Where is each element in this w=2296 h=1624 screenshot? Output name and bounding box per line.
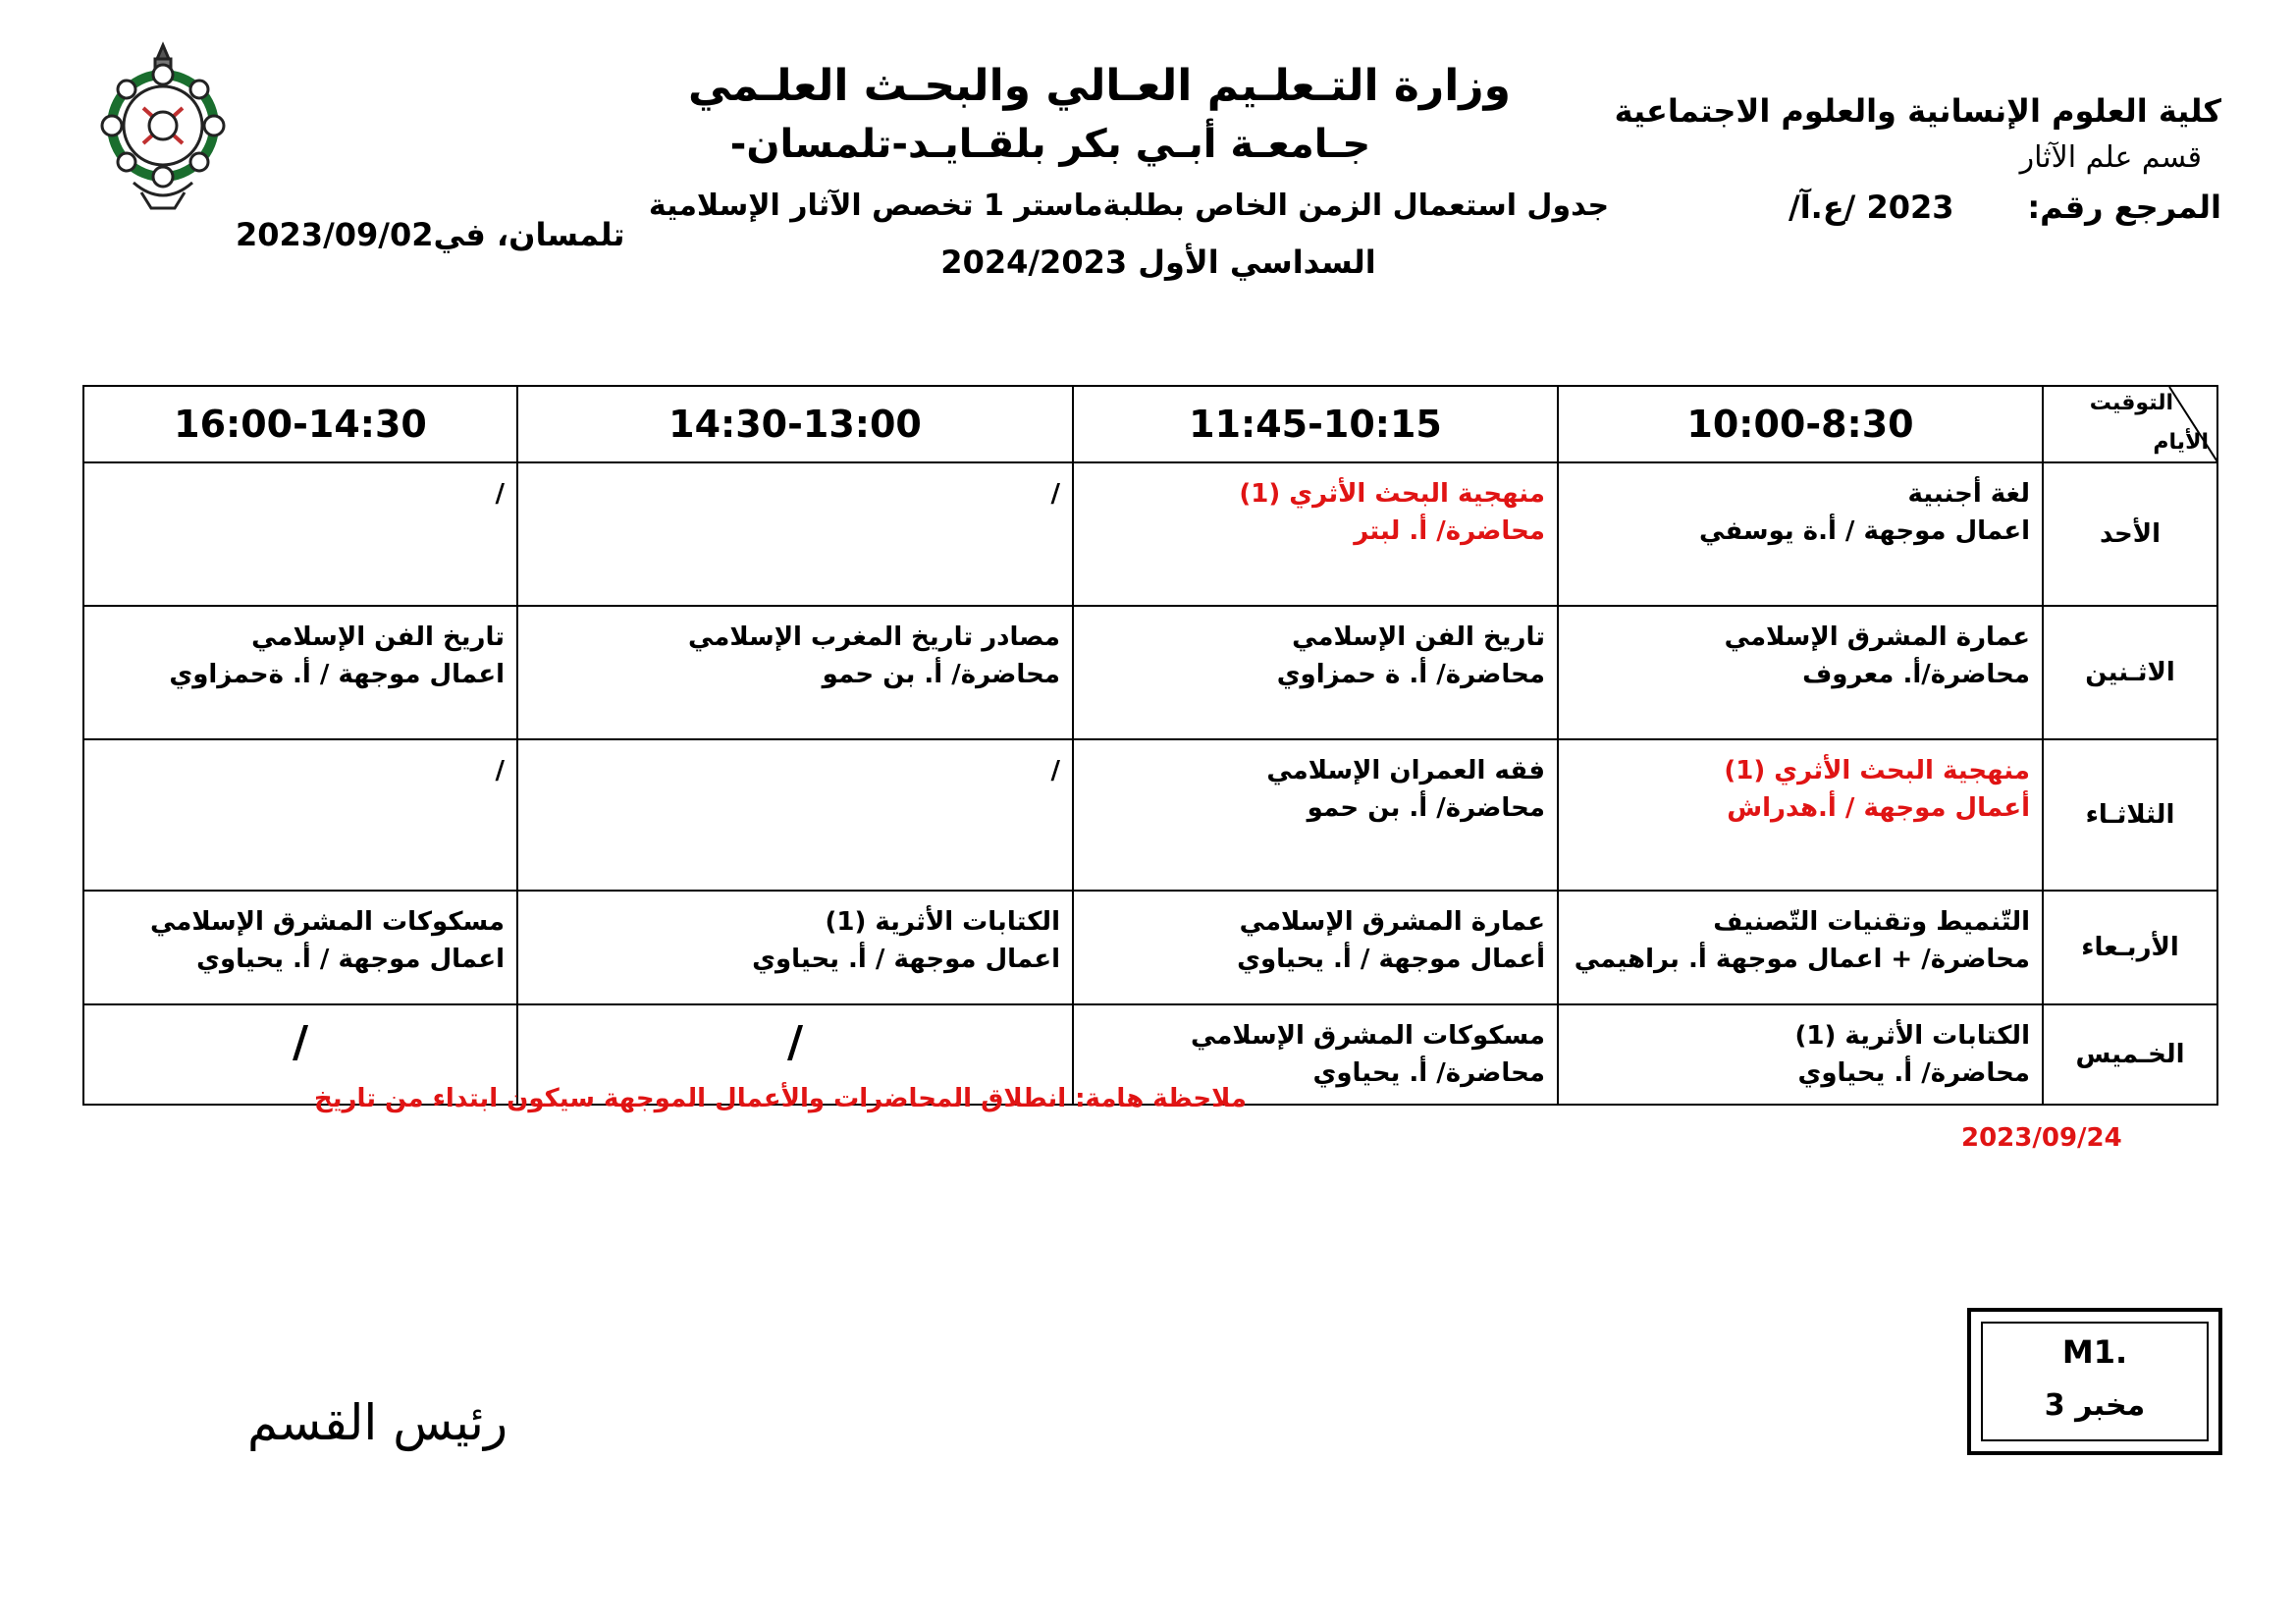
schedule-cell — [1558, 1004, 2043, 1105]
schedule-title: جدول استعمال الزمن الخاص بطلبةماستر 1 تخصص الآثار الإسلامية — [648, 189, 1610, 223]
course-instructor: محاضرة/ أ. يحياوي — [1312, 1058, 1545, 1088]
course-name: عمارة المشرق الإسلامي — [1724, 623, 2030, 652]
course-instructor: محاضرة/ + اعمال موجهة أ. براهيمي — [1574, 945, 2030, 974]
place-date: تلمسان، في2023/09/02 — [236, 216, 625, 253]
room-box — [1967, 1308, 2222, 1455]
empty-slot-mark: / — [786, 1017, 804, 1067]
table-row — [83, 606, 2217, 739]
table-row — [83, 891, 2217, 1004]
course-instructor: اعمال موجهة / أ. ةحمزاوي — [169, 660, 505, 689]
empty-slot-mark: / — [495, 756, 505, 785]
course-instructor: محاضرة/أ. معروف — [1802, 660, 2030, 689]
course-instructor: محاضرة/ أ. يحياوي — [1797, 1058, 2030, 1088]
course-instructor: محاضرة/ أ. بن حمو — [1307, 793, 1545, 823]
ministry-title: وزارة التـعلـيم العـالي والبحـث العلـمي — [688, 61, 1511, 111]
schedule-cell — [83, 891, 517, 1004]
department-name: قسم علم الآثار — [2019, 140, 2202, 175]
course-instructor: محاضرة/ أ. بن حمو — [822, 660, 1060, 689]
course-name: عمارة المشرق الإسلامي — [1239, 907, 1545, 937]
corner-time-label: التوقيت — [2089, 391, 2173, 415]
corner-cell — [2043, 386, 2217, 462]
empty-slot-mark: / — [1050, 479, 1060, 509]
table-row — [83, 462, 2217, 606]
schedule-cell — [517, 739, 1073, 891]
schedule-cell — [83, 739, 517, 891]
course-instructor: اعمال موجهة / أ. يحياوي — [196, 945, 505, 974]
course-name: تاريخ الفن الإسلامي — [1292, 623, 1545, 652]
schedule-cell — [1558, 739, 2043, 891]
schedule-cell — [83, 606, 517, 739]
time-header: 14:30-13:00 — [517, 386, 1073, 462]
day-cell: الأحد — [2043, 462, 2217, 606]
schedule-cell — [517, 891, 1073, 1004]
reference-code: 2023 /ع.آ/ — [1789, 189, 1954, 226]
schedule-cell — [83, 462, 517, 606]
empty-slot-mark: / — [495, 479, 505, 509]
time-header: 16:00-14:30 — [83, 386, 517, 462]
day-cell: الأربـعاء — [2043, 891, 2217, 1004]
time-header: 10:00-8:30 — [1558, 386, 2043, 462]
schedule-cell — [1558, 462, 2043, 606]
course-name: فقه العمران الإسلامي — [1266, 756, 1545, 785]
table-header-row — [83, 386, 2217, 462]
course-name: التّنميط وتقنيات التّصنيف — [1713, 907, 2030, 937]
empty-slot-mark: / — [292, 1017, 309, 1067]
course-name: لغة أجنبية — [1907, 479, 2030, 509]
schedule-cell — [517, 606, 1073, 739]
course-instructor: اعمال موجهة / أ.ة يوسفي — [1699, 516, 2030, 546]
schedule-cell — [1073, 462, 1558, 606]
course-name: مصادر تاريخ المغرب الإسلامي — [687, 623, 1060, 652]
room-code: M1. — [2061, 1333, 2128, 1371]
course-name: الكتابات الأثرية (1) — [1794, 1021, 2030, 1051]
start-date: 2023/09/24 — [1961, 1123, 2122, 1153]
course-instructor: اعمال موجهة / أ. يحياوي — [752, 945, 1060, 974]
course-instructor: أعمال موجهة / أ.هدراش — [1727, 793, 2030, 823]
course-name: الكتابات الأثرية (1) — [825, 907, 1060, 937]
schedule-table — [82, 385, 2218, 1106]
table-row — [83, 739, 2217, 891]
empty-slot-mark: / — [1050, 756, 1060, 785]
course-name: مسكوكات المشرق الإسلامي — [149, 907, 505, 937]
schedule-cell — [1558, 606, 2043, 739]
day-cell: الثلاثـاء — [2043, 739, 2217, 891]
semester-label: السداسي الأول 2024/2023 — [940, 244, 1376, 281]
time-header: 11:45-10:15 — [1073, 386, 1558, 462]
course-instructor: محاضرة/ أ. لبتر — [1354, 516, 1545, 546]
university-name: جـامعـة أبـي بكر بلقـايـد-تلمسان- — [729, 122, 1371, 167]
important-note: ملاحظة هامة: انطلاق المحاضرات والأعمال الموجهة سيكون ابتداء من تاريخ — [314, 1084, 1247, 1113]
schedule-cell — [1558, 891, 2043, 1004]
schedule-cell — [1073, 606, 1558, 739]
course-name: منهجية البحث الأثري (1) — [1724, 756, 2030, 785]
course-instructor: أعمال موجهة / أ. يحياوي — [1237, 945, 1545, 974]
schedule-cell — [1073, 739, 1558, 891]
course-name: مسكوكات المشرق الإسلامي — [1190, 1021, 1545, 1051]
reference-label: المرجع رقم: — [2027, 189, 2221, 226]
corner-days-label: الأيام — [2153, 430, 2209, 455]
department-head-label: رئيس القسم — [247, 1394, 508, 1451]
course-name: منهجية البحث الأثري (1) — [1239, 479, 1545, 509]
day-cell: الاثـنين — [2043, 606, 2217, 739]
course-instructor: محاضرة/ أ. ة حمزاوي — [1276, 660, 1545, 689]
faculty-name: كلية العلوم الإنسانية والعلوم الاجتماعية — [1614, 92, 2221, 130]
schedule-cell — [1073, 891, 1558, 1004]
university-emblem-icon — [94, 35, 232, 212]
day-cell: الخـميس — [2043, 1004, 2217, 1105]
room-name: مخبر 3 — [2044, 1388, 2146, 1423]
schedule-cell — [517, 462, 1073, 606]
course-name: تاريخ الفن الإسلامي — [251, 623, 505, 652]
